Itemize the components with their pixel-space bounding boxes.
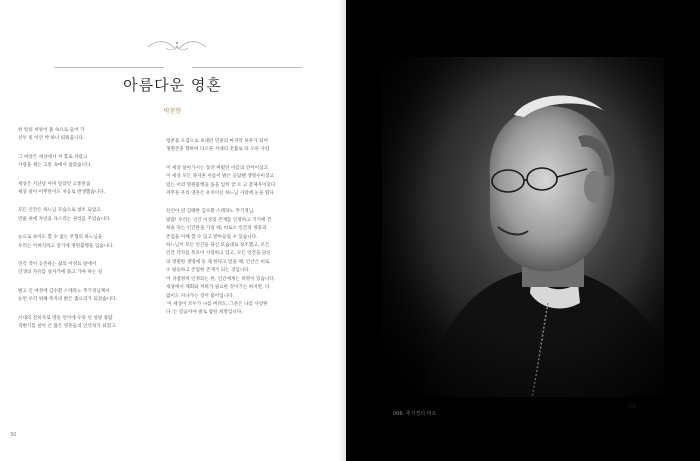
poem-line: 인간 각자를 특유이 사랑하고 있고, 모든 인간을 당신 [166,251,271,257]
author-name: 박찬현 [163,108,182,115]
poem-line: 의 영원한 생명에 등 제 한다고 믿을 때, 인간은 비로 [166,259,270,265]
stanza [18,261,158,278]
poem-line: 모든 인간은 하느님 모습으로 창조 되었고 [18,208,101,214]
portrait-illustration [382,57,664,397]
poem-line: 하느님이 모든 인간을 당신 모습대로 창조했고, 모든 [166,243,270,249]
poem-line: 시대의 전치자로 명동 언덕에 우뚝 선 성당 종탑 [18,315,113,321]
poem-line: 격변기를 살아 온 많은 영혼들의 인석처가 되었고 [18,324,116,330]
poem-line: 있는 이의 명원불행을 돌을 입히 굳 으 고 총제자이셨다 [166,182,276,188]
poem-line: 사랑을 제는 고통 속에서 살았습니다. [18,163,92,169]
poem-line: 이 세상 살아가시는 동안 버렸던 이름의 언어이셨고 [166,165,268,171]
stanza [18,181,158,198]
poem-line: 눈으로 보아도 할 수 없는 무형의 하느님을 [18,235,103,241]
poem-line: 다.'는 믿음이야 말로 참된 희망입니다. [166,310,243,316]
stanza [18,127,158,144]
stanza [166,165,314,199]
title-rule-left [54,67,164,68]
poem-line: 존엄을 이해 할 수 있고 받아들일 수 있습니다. [166,234,258,240]
stanza [18,234,158,251]
poem-column-right [166,138,314,328]
page-number: 30 [10,432,17,438]
cardinal-portrait-photo [382,57,664,397]
poem-column-left [18,127,158,342]
photo-credit: 기록 [628,404,636,409]
poem-line: 진각 작이 공존하는 삶의 이정표 앞에서 [18,262,97,268]
poem-line: 신인이 된 김태한 김수환 스테파노 추기경님, [166,209,255,215]
poem-line: 소 평등하고 존엄한 존재가 되는 것입니다. [166,268,251,274]
stanza [18,154,158,171]
poem-line: 한 알의 씨앗이 흙 속으로 들어 가 [18,128,85,133]
poem-line: 세상에서 제회와 저희가 필요한 것이기는 하지만, 다 [166,285,270,291]
poem-line: 말씀! 우리는 인간 이상의 존재를 인정하고 기기에 건 [166,217,272,223]
poem-line: 세상은 지난날 아미 알았던 고통만큼 [18,181,91,187]
stanza [166,138,314,155]
stanza [18,288,158,305]
title-rule-right [192,67,302,68]
poem-line: 눈먼 우리 위해 족자의 밝은 좁으리가 되셨습니다. [18,297,117,303]
poem-line: 그 싸앗은 세상에서 저 홀로 자랐고 [18,154,88,160]
stanza [18,315,158,332]
poem-line: 희솔 뒤는 인간관을 가질 때, 비로소 인간의 정중과 [166,226,267,232]
ornament-flourish-icon [146,38,208,52]
poem-line: 인생의 자유를 실자가에 묶고 가야 하는 길 [18,270,103,276]
stanza [18,207,158,224]
stanza [166,208,314,317]
poem-line: 발고 긴 여정에 김수환 스테파노 추기경님께서 [18,288,110,294]
poem-line: 세상 살이 어쭈만이도 처응로 반생했습니다. [18,190,106,196]
page-title: 아름다운 영혼 [123,76,222,94]
poem-line: 이 세상 모든 목자흔 이름이 밝은 응답핸 생명수이셨고 [166,174,274,180]
photo-caption: 006. 추기경의 미소 [393,411,437,417]
poem-line: 저무른 우리 영혼은 유치이신 하느님 사랑에 눈을 떴다 [166,191,274,197]
book-gutter [338,0,346,461]
poem-line: 생명존중 향하여 다오른 사대의 촛불로 타 오른 사랑 [166,147,270,153]
poem-line: 청춘을 오염으로 보내던 민중의 마지막 보루가 되어 [166,139,268,144]
left-page [0,0,345,461]
poem-line: 없이도 지나가는 것이 불어입니다. [166,293,234,299]
poem-line: 만물 위에 자연을 다스리는 권리를 주었습니다. [18,216,112,222]
poem-line: 이 귀엽정히 인정되는 한, 인간에게는 희망이 있습니다. [166,276,276,282]
poem-line: 선두 및 어린 싹 하나 퇴워웁니다. [18,136,85,142]
poem-line: '이 세상이 모두가 나를 버려도, 그분은 나를 사랑한 [166,301,268,307]
poem-line: 우리는 어쩌지라고 얼기에 명원불행을 입습니다. [18,243,115,249]
